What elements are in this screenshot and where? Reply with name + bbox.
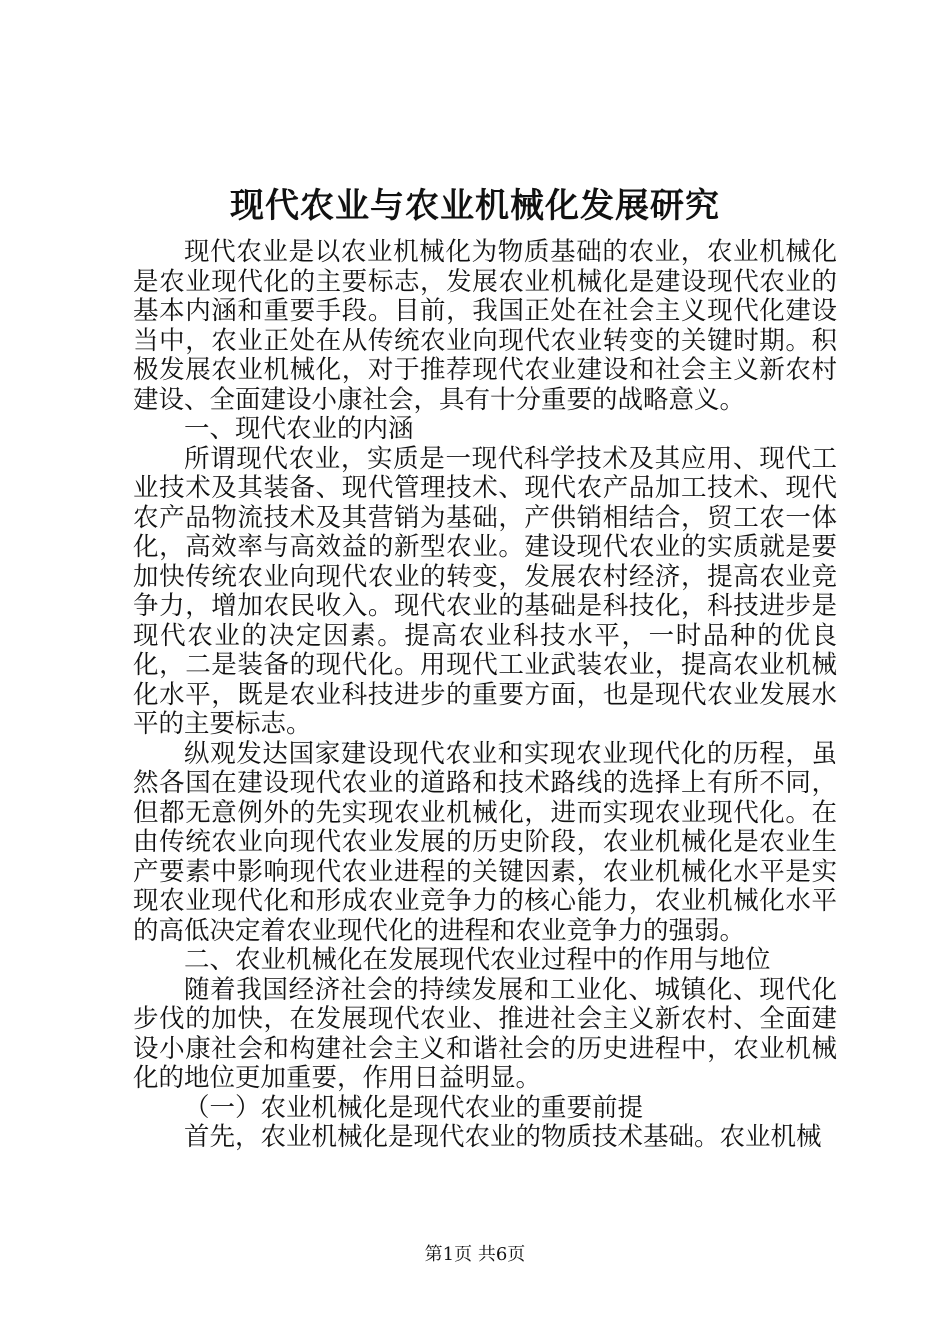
paragraph-economic-development: 随着我国经济社会的持续发展和工业化、城镇化、现代化步伐的加快，在发展现代农业、推进社会主义新农村、全面建设小康社会和构建社会主义和谐社会的历史进程中，农业机械化的地位更加重要，作用日益明显。 — [133, 974, 837, 1093]
page-footer: 第1页 共6页 — [424, 1244, 526, 1265]
section-heading-1: 一、现代农业的内涵 — [184, 414, 414, 444]
section-heading-2: 二、农业机械化在发展现代农业过程中的作用与地位 — [184, 945, 771, 975]
document-title: 现代农业与农业机械化发展研究 — [230, 186, 720, 226]
paragraph-developed-countries: 纵观发达国家建设现代农业和实现农业现代化的历程，虽然各国在建设现代农业的道路和技术路线的选择上有所不同，但都无意例外的先实现农业机械化，进而实现农业现代化。在由传统农业向现代农业发展的历史阶段，农业机械化是农业生产要素中影响现代农业进程的关键因素，农业机械化水平是实现农业现代化和形成农业竞争力的核心能力，农业机械化水平的高低决定着农业现代化的进程和农业竞争力的强弱。 — [133, 738, 837, 946]
document-body — [133, 238, 837, 1153]
paragraph-intro: 现代农业是以农业机械化为物质基础的农业，农业机械化是农业现代化的主要标志，发展农业机械化是建设现代农业的基本内涵和重要手段。目前，我国正处在社会主义现代化建设当中，农业正处在从传统农业向现代农业转变的关键时期。积极发展农业机械化，对于推荐现代农业建设和社会主义新农村建设、全面建设小康社会，具有十分重要的战略意义。 — [133, 237, 837, 415]
paragraph-material-basis: 首先，农业机械化是现代农业的物质技术基础。农业机械 — [184, 1122, 822, 1152]
subsection-heading-1: （一）农业机械化是现代农业的重要前提 — [184, 1092, 644, 1123]
paragraph-modern-agriculture: 所谓现代农业，实质是一现代科学技术及其应用、现代工业技术及其装备、现代管理技术、现代农产品加工技术、现代农产品物流技术及其营销为基础，产供销相结合，贸工农一体化，高效率与高效益的新型农业。建设现代农业的实质就是要加快传统农业向现代农业的转变，发展农村经济，提高农业竞争力，增加农民收入。现代农业的基础是科技化，科技进步是现代农业的决定因素。提高农业科技水平，一时品种的优良化，二是装备的现代化。用现代工业武装农业，提高农业机械化水平，既是农业科技进步的重要方面，也是现代农业发展水平的主要标志。 — [133, 443, 837, 739]
